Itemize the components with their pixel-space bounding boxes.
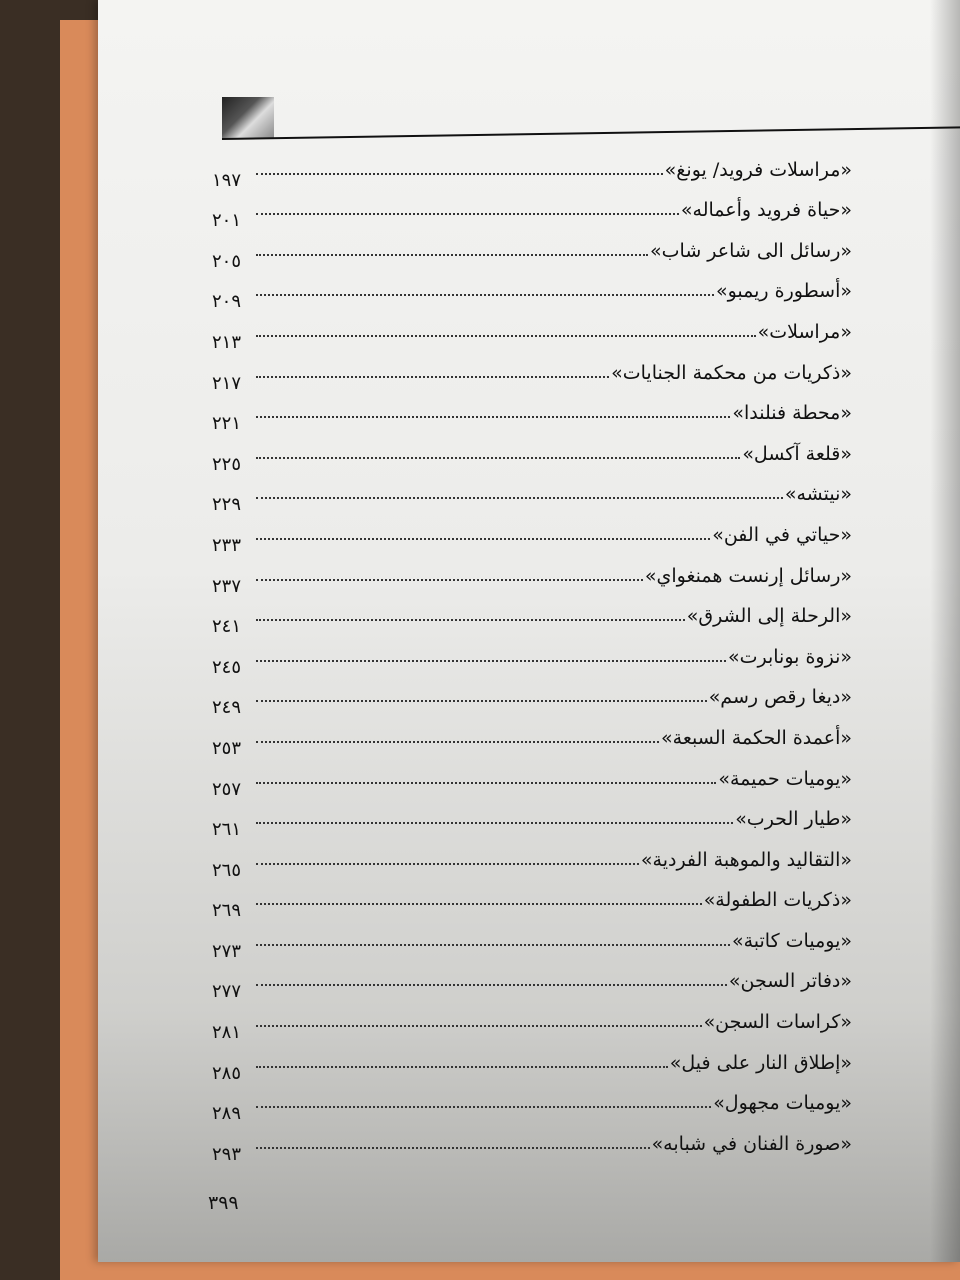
- toc-entry: [212, 505, 852, 556]
- toc-entry: [212, 465, 852, 516]
- toc-entry-title: «صورة الفنان في شبابه»: [651, 1132, 852, 1155]
- toc-entry: [212, 952, 852, 1003]
- toc-entry-title: «طيار الحرب»: [735, 808, 852, 831]
- dot-leader: [256, 212, 679, 215]
- dot-leader: [256, 293, 714, 296]
- toc-entry-title: «أعمدة الحكمة السبعة»: [661, 726, 852, 749]
- toc-entry-title: «نيتشه»: [784, 483, 852, 506]
- dot-leader: [256, 172, 663, 175]
- page-number: ٣٩٩: [208, 1192, 239, 1214]
- dot-leader: [256, 578, 643, 581]
- toc-entry: [212, 302, 852, 353]
- dot-leader: [256, 943, 730, 946]
- toc-entry-page: ٢٠٩: [212, 291, 242, 313]
- toc-entry: [212, 343, 852, 394]
- page-gutter-shadow: [930, 0, 960, 1262]
- toc-entry: [212, 871, 852, 922]
- toc-entry-page: ٢٨٥: [212, 1062, 242, 1084]
- toc-entry-title: «الرحلة إلى الشرق»: [686, 605, 852, 628]
- toc-entry-title: «التقاليد والموهبة الفردية»: [640, 848, 852, 871]
- toc-entry-title: «قلعة آكسل»: [742, 442, 852, 465]
- dot-leader: [256, 415, 730, 418]
- dot-leader: [256, 902, 702, 905]
- toc-entry-title: «مراسلات فرويد/ يونغ»: [664, 158, 852, 181]
- toc-entry-page: ٢٦٥: [212, 859, 242, 881]
- toc-entry: [212, 587, 852, 638]
- toc-entry-page: ١٩٧: [212, 169, 242, 191]
- toc-entry-page: ٢٢١: [212, 413, 242, 435]
- toc-entry-page: ٢١٧: [212, 372, 242, 394]
- toc-entry-page: ٢٤٥: [212, 656, 242, 678]
- toc-entry: [212, 830, 852, 881]
- toc-entry-title: «نزوة بونابرت»: [727, 645, 852, 668]
- dot-leader: [256, 537, 710, 540]
- toc-entry-title: «يوميات كاتبة»: [731, 929, 852, 952]
- dot-leader: [256, 862, 639, 865]
- toc-entry-title: «ديغا رقص رسم»: [708, 686, 852, 709]
- toc-entry-page: ٢٦١: [212, 819, 242, 841]
- dot-leader: [256, 375, 609, 378]
- toc-entry: [212, 1074, 852, 1125]
- header-thumbnail-image: [222, 97, 274, 139]
- dot-leader: [256, 1024, 702, 1027]
- dot-leader: [256, 1105, 711, 1108]
- dot-leader: [256, 699, 707, 702]
- dot-leader: [256, 659, 726, 662]
- toc-entry: [212, 1114, 852, 1165]
- toc-entry-page: ٢٤١: [212, 616, 242, 638]
- toc-entry-title: «حياة فرويد وأعماله»: [680, 199, 852, 222]
- table-of-contents: [212, 140, 852, 1165]
- toc-entry-page: ٢٣٣: [212, 534, 242, 556]
- toc-entry-title: «يوميات مجهول»: [713, 1092, 852, 1115]
- toc-entry: [212, 1033, 852, 1084]
- toc-entry-title: «مراسلات»: [757, 320, 852, 343]
- toc-entry-title: «محطة فنلندا»: [732, 402, 852, 425]
- toc-entry-page: ٢٤٩: [212, 697, 242, 719]
- toc-entry-title: «ذكريات من محكمة الجنايات»: [611, 361, 852, 384]
- toc-entry-title: «إطلاق النار على فيل»: [669, 1051, 852, 1074]
- toc-entry: [212, 140, 852, 191]
- toc-entry-title: «رسائل الى شاعر شاب»: [650, 239, 852, 262]
- toc-entry: [212, 627, 852, 678]
- toc-entry-page: ٢٧٣: [212, 940, 242, 962]
- toc-entry-page: ٢٢٥: [212, 453, 242, 475]
- dot-leader: [256, 740, 659, 743]
- dot-leader: [256, 1065, 668, 1068]
- toc-entry-title: «حياتي في الفن»: [712, 523, 852, 546]
- toc-entry: [212, 546, 852, 597]
- dot-leader: [256, 821, 733, 824]
- toc-entry-page: ٢٦٩: [212, 900, 242, 922]
- toc-entry-page: ٢٠١: [212, 210, 242, 232]
- toc-entry: [212, 668, 852, 719]
- dot-leader: [256, 983, 727, 986]
- dot-leader: [256, 334, 756, 337]
- toc-entry: [212, 384, 852, 435]
- dot-leader: [256, 253, 648, 256]
- toc-entry-page: ٢٠٥: [212, 250, 242, 272]
- toc-entry: [212, 424, 852, 475]
- toc-entry: [212, 181, 852, 232]
- toc-entry-page: ٢٢٩: [212, 494, 242, 516]
- toc-entry-title: «يوميات حميمة»: [718, 767, 852, 790]
- dot-leader: [256, 618, 685, 621]
- toc-entry-page: ٢٧٧: [212, 981, 242, 1003]
- dot-leader: [256, 496, 783, 499]
- toc-entry: [212, 749, 852, 800]
- dot-leader: [256, 1146, 650, 1149]
- dot-leader: [256, 781, 716, 784]
- toc-entry: [212, 708, 852, 759]
- dot-leader: [256, 456, 740, 459]
- toc-entry-page: ٢٥٣: [212, 737, 242, 759]
- toc-entry: [212, 262, 852, 313]
- toc-entry-page: ٢٨١: [212, 1022, 242, 1044]
- toc-entry: [212, 911, 852, 962]
- toc-entry-title: «دفاتر السجن»: [728, 970, 852, 993]
- toc-entry: [212, 221, 852, 272]
- toc-entry-page: ٢٣٧: [212, 575, 242, 597]
- toc-entry-title: «أسطورة ريمبو»: [715, 280, 852, 303]
- toc-entry-title: «ذكريات الطفولة»: [703, 889, 852, 912]
- toc-entry-page: ٢٥٧: [212, 778, 242, 800]
- toc-entry-title: «كراسات السجن»: [703, 1011, 852, 1034]
- toc-entry-page: ٢٩٣: [212, 1143, 242, 1165]
- toc-entry: [212, 790, 852, 841]
- toc-entry-page: ٢٨٩: [212, 1103, 242, 1125]
- toc-entry-page: ٢١٣: [212, 331, 242, 353]
- toc-entry-title: «رسائل إرنست همنغواي»: [644, 564, 852, 587]
- toc-entry: [212, 992, 852, 1044]
